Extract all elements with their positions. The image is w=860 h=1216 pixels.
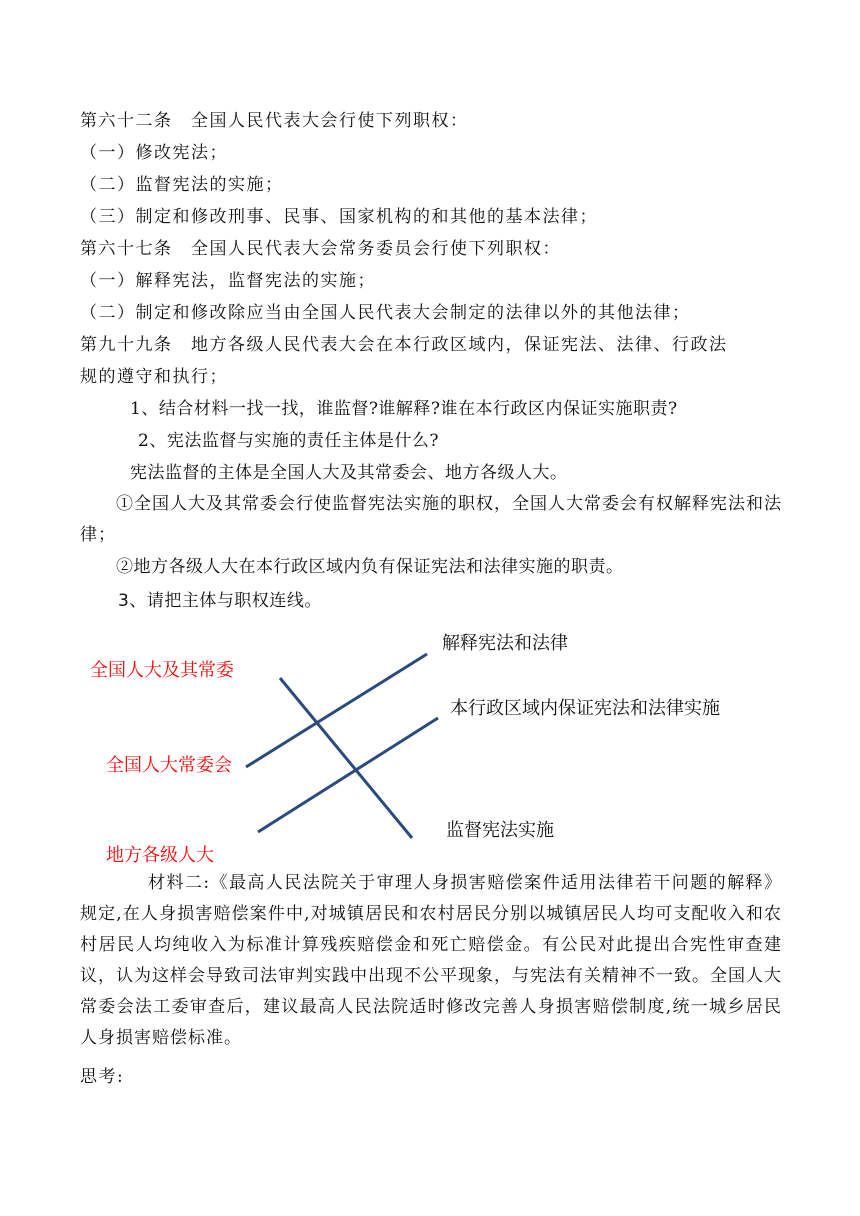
- article-67-item-1: （一）解释宪法，监督宪法的实施；: [80, 271, 376, 291]
- article-67-item-2: （二）制定和修改除应当由全国人民代表大会制定的法律以外的其他法律；: [80, 303, 691, 323]
- subject-npc-standing-committee: 全国人大常委会: [106, 755, 232, 776]
- power-local-enforcement: 本行政区域内保证宪法和法律实施: [450, 698, 720, 719]
- power-interpret-law: 解释宪法和法律: [442, 633, 568, 654]
- material-2-paragraph: 材料二:《最高人民法院关于审理人身损害赔偿案件适用法律若干问题的解释》规定,在人身损害赔偿案件中,对城镇居民和农村居民分别以城镇居民人均可支配收入和农村居民人均纯收入为标准计算残疾赔偿金和死亡赔偿金。有公民对此提出合宪性审查建议，认为这样会导致司法审判实践中出现不公平现象，与宪法有关精神不一致。全国人大常委会法工委审查后，建议最高人民法院适时修改完善人身损害赔偿制度,统一城乡居民人身损害赔偿标准。: [80, 873, 782, 1048]
- power-supervise-constitution: 监督宪法实施: [446, 820, 554, 841]
- question-3: 3、请把主体与职权连线。: [118, 591, 322, 611]
- answer-2-point-1: ①全国人大及其常委会行使监督宪法实施的职权，全国人大常委会有权解释宪法和法律；: [80, 494, 782, 545]
- connector-line-1: [280, 678, 412, 838]
- connector-line-3: [258, 718, 438, 832]
- article-62-title: 第六十二条 全国人民代表大会行使下列职权：: [80, 111, 469, 131]
- article-99-line-2: 规的遵守和执行；: [80, 367, 228, 387]
- question-2: 2、宪法监督与实施的责任主体是什么?: [138, 431, 439, 451]
- subject-npc-and-committee: 全国人大及其常委: [90, 660, 234, 681]
- question-1: 1、结合材料一找一找，谁监督?谁解释?谁在本行政区内保证实施职责?: [130, 399, 678, 419]
- article-62-item-3: （三）制定和修改刑事、民事、国家机构的和其他的基本法律；: [80, 207, 598, 227]
- connector-line-2: [246, 654, 427, 767]
- answer-2-point-2: ②地方各级人大在本行政区域内负有保证宪法和法律实施的职责。: [116, 557, 624, 577]
- think-label: 思考:: [80, 1067, 125, 1087]
- subject-local-congresses: 地方各级人大: [106, 845, 214, 866]
- article-99-line-1: 第九十九条 地方各级人民代表大会在本行政区域内，保证宪法、法律、行政法: [80, 335, 728, 355]
- answer-2-intro: 宪法监督的主体是全国人大及其常委会、地方各级人大。: [130, 463, 568, 483]
- article-62-item-2: （二）监督宪法的实施；: [80, 175, 284, 195]
- article-67-title: 第六十七条 全国人民代表大会常务委员会行使下列职权：: [80, 239, 561, 259]
- article-62-item-1: （一）修改宪法；: [80, 143, 228, 163]
